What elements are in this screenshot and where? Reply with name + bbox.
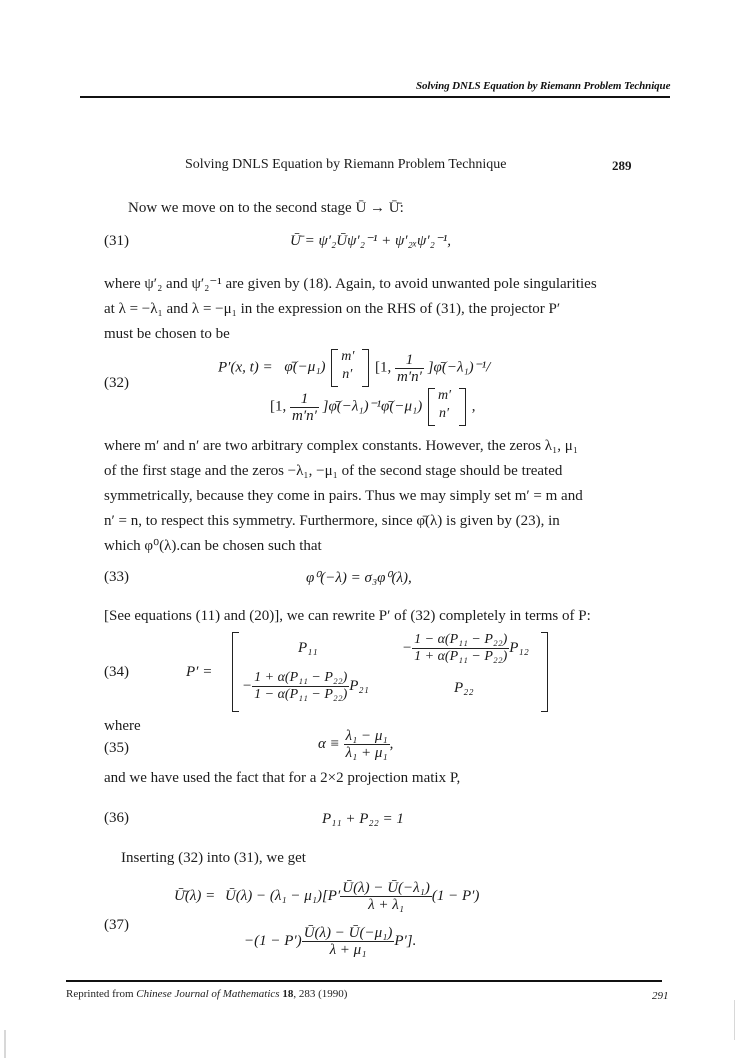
eq32-vector: m′ n′ — [426, 388, 468, 426]
equation-36: P₁₁ + P₂₂ = 1 — [322, 811, 404, 827]
footer-rule — [66, 980, 662, 982]
header-rule — [80, 96, 670, 98]
equation-number-31: (31) — [104, 233, 129, 249]
paragraph-line: must be chosen to be — [104, 326, 230, 342]
matrix-entry-21: − $\frac{\text{1 + α(P₁₁ − P₂₂)}}{\text{1 − α(P₁₁ − P₂₂)}}$ P₂₁ — [242, 670, 369, 702]
paragraph-where: where — [104, 718, 141, 734]
eq32-lhs: P′(x, t) = — [218, 359, 273, 376]
matrix-entry-11: P₁₁ — [298, 640, 318, 656]
equation-number-37: (37) — [104, 917, 129, 933]
equation-number-33: (33) — [104, 569, 129, 585]
equation-number-36: (36) — [104, 810, 129, 826]
running-head: Solving DNLS Equation by Riemann Problem Technique — [416, 80, 671, 92]
matrix-left-bracket — [232, 632, 239, 712]
equation-number-35: (35) — [104, 740, 129, 756]
eq32-fraction: $\frac{1}{m'n'}$ — [397, 351, 422, 385]
journal-volume: 18 — [282, 988, 294, 1000]
paragraph-line: n′ = n, to respect this symmetry. Furthermore, since φ̄(λ) is given by (23), in — [104, 513, 560, 529]
eq32-fraction: $\frac{1}{m'n'}$ — [292, 390, 317, 424]
matrix-entry-22: P₂₂ — [454, 680, 474, 696]
paragraph-intro: Now we move on to the second stage Ū → Ū̄: — [128, 200, 404, 216]
paragraph-line: symmetrically, because they come in pairs. Thus we may simply set m′ = m and — [104, 488, 583, 504]
paragraph-line: at λ = −λ₁ and λ = −μ₁ in the expression on the RHS of (31), the projector P′ — [104, 301, 561, 317]
page-number: 289 — [612, 158, 632, 173]
eq32-phi: φ̄(−μ₁) — [284, 359, 326, 376]
equation-37-line1: Ū̄(λ) = Ū(λ) − (λ₁ − μ₁)[P′ $\frac{\text{Ū(λ) − Ū(−λ₁)}}{\text{λ + λ₁}}$ (1 − P′) — [174, 880, 480, 913]
paragraph-line: Inserting (32) into (31), we get — [121, 850, 306, 866]
scan-artifact — [4, 1030, 6, 1058]
equation-31: Ū̄ = ψ′₂Ūψ′₂⁻¹ + ψ′₂ₓψ′₂⁻¹, — [290, 233, 452, 249]
scan-artifact — [734, 1000, 735, 1040]
equation-35: α ≡ $\frac{\text{λ₁ − μ₁}}{\text{λ₁ + μ₁}}$ , — [318, 728, 394, 761]
journal-name: Chinese Journal of Mathematics — [136, 988, 280, 1000]
reprint-citation: Reprinted from Chinese Journal of Mathematics 18, 283 (1990) — [66, 988, 348, 1000]
equation-37-line2: −(1 − P′) $\frac{\text{Ū(λ) − Ū(−μ₁)}}{\text{λ + μ₁}}$ P′]. — [244, 925, 417, 958]
matrix-entry-12: − $\frac{\text{1 − α(P₁₁ − P₂₂)}}{\text{1 + α(P₁₁ − P₂₂)}}$ P₁₂ — [402, 632, 529, 664]
paragraph-line: where ψ′₂ and ψ′₂⁻¹ are given by (18). Again, to avoid unwanted pole singularities — [104, 276, 597, 292]
paragraph-line: of the first stage and the zeros −λ₁, −μ₁ of the second stage should be treated — [104, 463, 563, 479]
equation-33: φ⁰(−λ) = σ₃φ⁰(λ), — [306, 570, 412, 586]
eq32-vector: m′ n′ — [329, 349, 371, 387]
equation-number-34: (34) — [104, 664, 129, 680]
equation-number-32: (32) — [104, 375, 129, 391]
equation-32-line2: [1, $\frac{1}{m'n'}$ ]φ̄(−λ₁)⁻¹φ̄(−μ₁) m′ n′ , — [270, 388, 475, 426]
paragraph-line: where m′ and n′ are two arbitrary complex constants. However, the zeros λ₁, μ₁ — [104, 438, 579, 454]
paragraph-line: and we have used the fact that for a 2×2 projection matix P, — [104, 770, 461, 786]
paragraph-line: [See equations (11) and (20)], we can rewrite P′ of (32) completely in terms of P: — [104, 608, 591, 624]
matrix-right-bracket — [541, 632, 548, 712]
eq34-matrix — [232, 632, 548, 712]
eq34-lhs: P′ = — [186, 664, 213, 680]
equation-32-line1: P′(x, t) = φ̄(−μ₁) m′ n′ [1, $\frac{1}{m'n'}$ ]φ̄(−λ₁)⁻¹/ — [218, 349, 490, 387]
book-page-number: 291 — [652, 990, 669, 1002]
page-title: Solving DNLS Equation by Riemann Problem Technique — [185, 157, 507, 172]
paragraph-line: which φ⁰(λ).can be chosen such that — [104, 538, 322, 554]
